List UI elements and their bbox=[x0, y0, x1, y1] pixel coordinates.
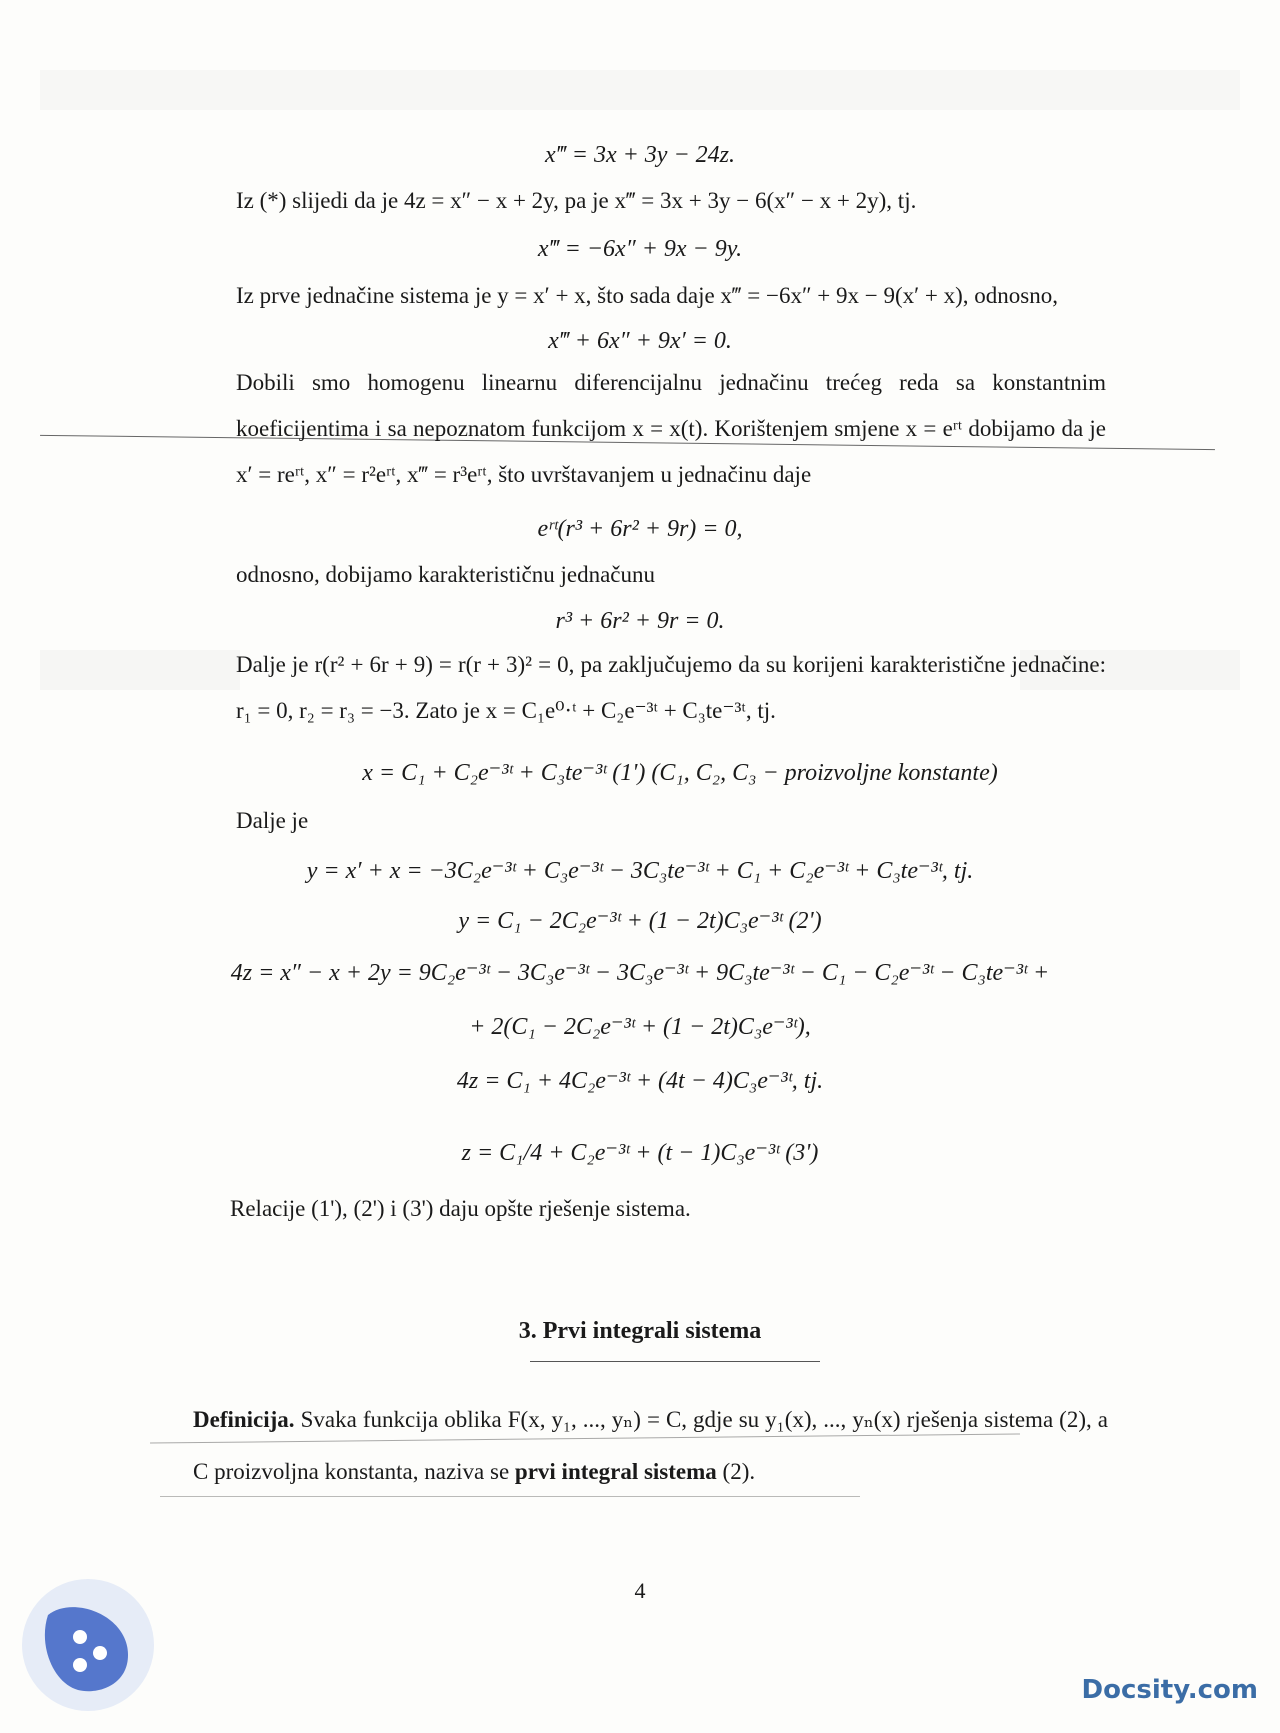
definition bbox=[193, 1394, 1108, 1498]
scan-noise bbox=[40, 60, 1240, 130]
equation-6: x = C₁ + C₂e⁻³ᵗ + C₃te⁻³ᵗ (1') (C₁, C₂, C₃ − proizvoljne konstante) bbox=[362, 760, 998, 786]
docsity-logo-icon bbox=[18, 1575, 158, 1715]
paragraph-7: Relacije (1'), (2') i (3') daju opšte rješenje sistema. bbox=[230, 1196, 691, 1221]
paragraph-4: odnosno, dobijamo karakterističnu jednačunu bbox=[236, 562, 656, 587]
definition-bold-term: prvi integral sistema bbox=[514, 1459, 717, 1484]
paragraph-5: Dalje je r(r² + 6r + 9) = r(r + 3)² = 0, pa zaključujemo da su korijeni karakteristične jednačine: r₁ = 0, r₂ = r₃ = −3. Zato je x = C₁e⁰·ᵗ + C₂e⁻³ᵗ + C₃te⁻³ᵗ, tj. bbox=[236, 652, 1106, 723]
pencil-underline bbox=[160, 1496, 860, 1497]
paragraph-3: Dobili smo homogenu linearnu diferencijalnu jednačinu trećeg reda sa konstantnim koeficijentima i sa nepoznatom funkcijom x = x(t). Korištenjem smjene x = eʳᵗ dobijamo da je x′ = reʳᵗ, x″ = r²eʳᵗ, x‴ = r³eʳᵗ, što uvrštavanjem u jednačinu daje bbox=[236, 370, 1106, 487]
definition-label: Definicija. bbox=[193, 1407, 295, 1432]
equation-8: y = C₁ − 2C₂e⁻³ᵗ + (1 − 2t)C₃e⁻³ᵗ (2') bbox=[458, 908, 822, 934]
equation-7: y = x′ + x = −3C₂e⁻³ᵗ + C₃e⁻³ᵗ − 3C₃te⁻³ᵗ + C₁ + C₂e⁻³ᵗ + C₃te⁻³ᵗ, tj. bbox=[306, 858, 974, 884]
paragraph-6: Dalje je bbox=[236, 808, 309, 833]
equation-5: r³ + 6r² + 9r = 0. bbox=[555, 608, 725, 634]
paragraph-1: Iz (*) slijedi da je 4z = x″ − x + 2y, pa je x‴ = 3x + 3y − 6(x″ − x + 2y), tj. bbox=[236, 188, 917, 213]
equation-11: 4z = C₁ + 4C₂e⁻³ᵗ + (4t − 4)C₃e⁻³ᵗ, tj. bbox=[456, 1068, 824, 1094]
equation-12: z = C₁/4 + C₂e⁻³ᵗ + (t − 1)C₃e⁻³ᵗ (3') bbox=[461, 1140, 819, 1166]
section-heading: 3. Prvi integrali sistema bbox=[518, 1318, 762, 1344]
equation-3: x‴ + 6x″ + 9x′ = 0. bbox=[548, 328, 732, 354]
heading-underline bbox=[530, 1361, 820, 1362]
definition-text: Svaka funkcija oblika F(x, y₁, ..., yₙ) = C, gdje su y₁(x), ..., yₙ(x) rješenja sistema (2), a C proizvoljna konstanta, naziva se bbox=[193, 1407, 1108, 1484]
equation-4: eʳᵗ(r³ + 6r² + 9r) = 0, bbox=[537, 516, 743, 542]
equation-9: 4z = x″ − x + 2y = 9C₂e⁻³ᵗ − 3C₃e⁻³ᵗ − 3C₃e⁻³ᵗ + 9C₃te⁻³ᵗ − C₁ − C₂e⁻³ᵗ − C₃te⁻³ᵗ + bbox=[230, 960, 1050, 986]
docsity-brand[interactable]: Docsity.com bbox=[1081, 1675, 1258, 1705]
equation-2: x‴ = −6x″ + 9x − 9y. bbox=[537, 236, 743, 262]
definition-end: (2). bbox=[722, 1459, 756, 1484]
equation-1: x‴ = 3x + 3y − 24z. bbox=[545, 142, 735, 168]
equation-10: + 2(C₁ − 2C₂e⁻³ᵗ + (1 − 2t)C₃e⁻³ᵗ), bbox=[469, 1014, 811, 1040]
page-number: 4 bbox=[634, 1578, 646, 1603]
paragraph-2: Iz prve jednačine sistema je y = x′ + x, što sada daje x‴ = −6x″ + 9x − 9(x′ + x), odnosno, bbox=[236, 283, 1058, 308]
